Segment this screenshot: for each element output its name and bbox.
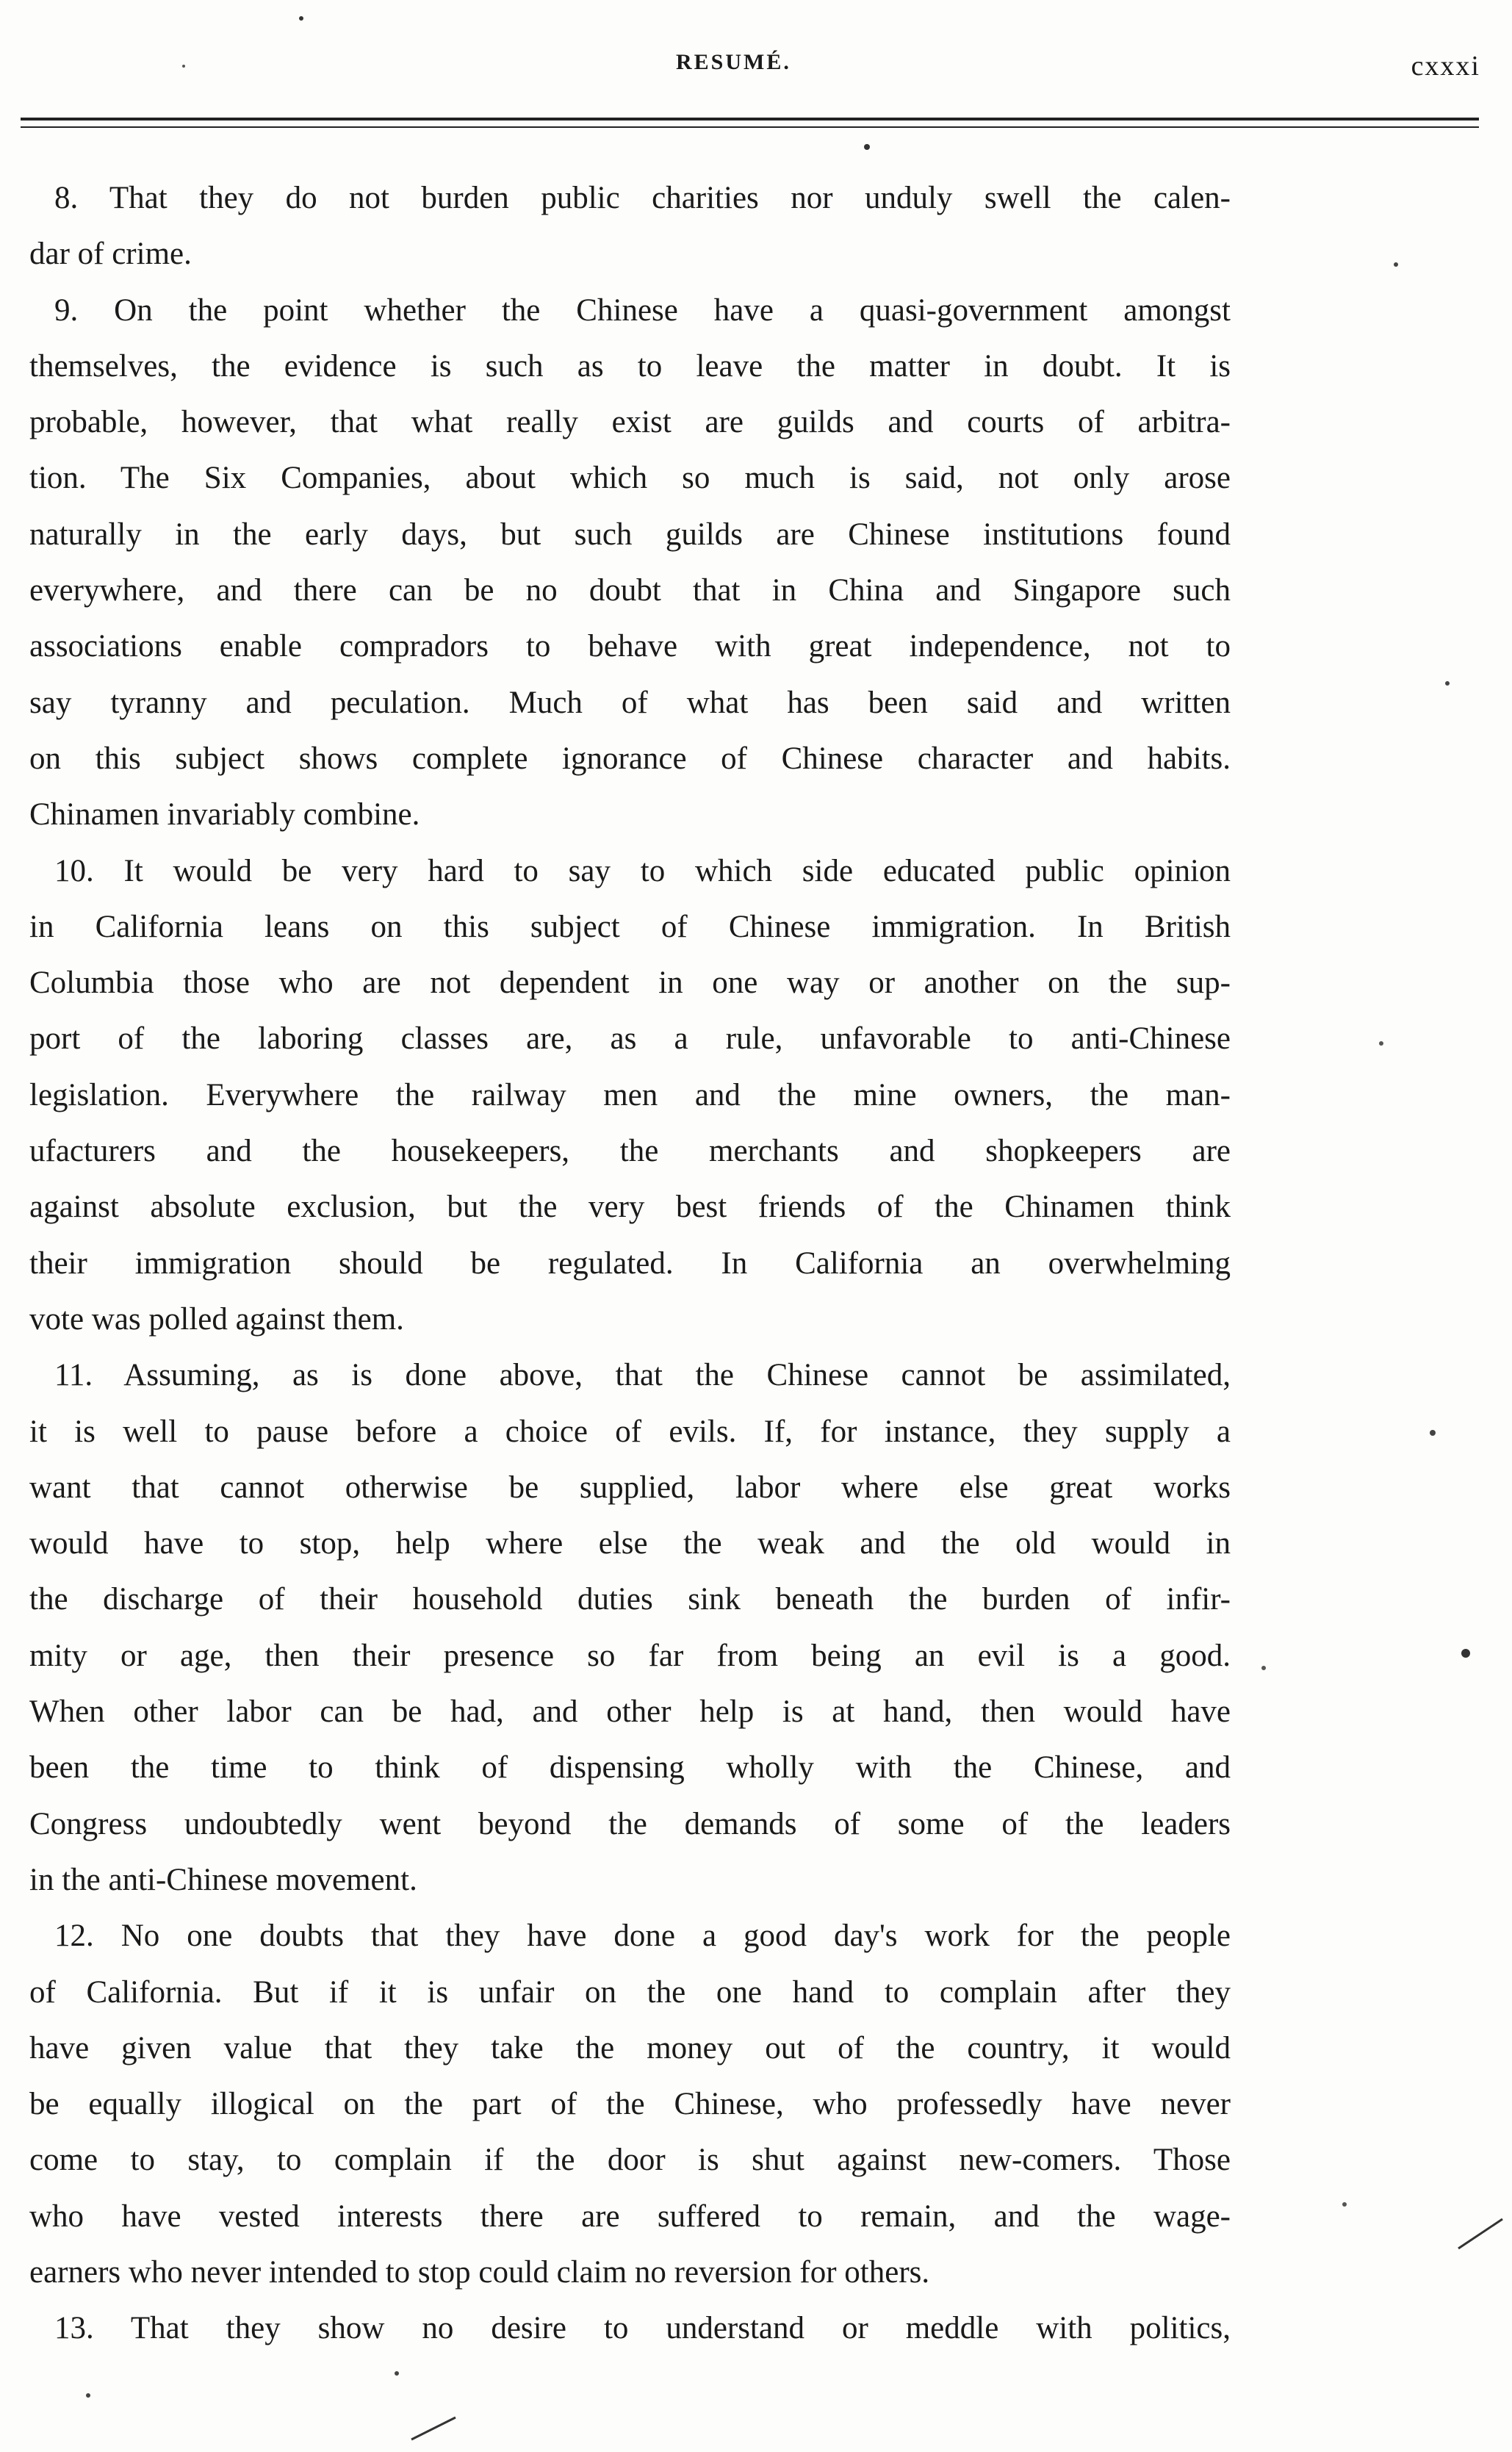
- text-line: themselves, the evidence is such as to leave the matter in doubt. It is: [29, 348, 1231, 384]
- text-line: it is well to pause before a choice of evils. If, for instance, they supply a: [29, 1414, 1231, 1449]
- text-line: been the time to think of dispensing wholly with the Chinese, and: [29, 1750, 1231, 1786]
- text-line: want that cannot otherwise be supplied, labor where else great works: [29, 1470, 1231, 1505]
- text-line: everywhere, and there can be no doubt that in China and Singapore such: [29, 573, 1231, 608]
- text-line: port of the laboring classes are, as a rule, unfavorable to anti-Chinese: [29, 1021, 1231, 1057]
- text-line: say tyranny and peculation. Much of what has been said and written: [29, 685, 1231, 720]
- text-line: 12. No one doubts that they have done a good day's work for the people: [54, 1919, 1231, 1954]
- text-line: who have vested interests there are suffered to remain, and the wage-: [29, 2198, 1231, 2234]
- text-line: Congress undoubtedly went beyond the demands of some of the leaders: [29, 1806, 1231, 1841]
- text-line: earners who never intended to stop could claim no reversion for others.: [29, 2254, 930, 2290]
- text-line: have given value that they take the money out of the country, it would: [29, 2030, 1231, 2065]
- text-line: on this subject shows complete ignorance of Chinese character and habits.: [29, 741, 1231, 776]
- text-line: in California leans on this subject of Chinese immigration. In British: [29, 909, 1231, 944]
- text-line: When other labor can be had, and other help is at hand, then would have: [29, 1694, 1231, 1730]
- text-line: come to stay, to complain if the door is shut against new-comers. Those: [29, 2143, 1231, 2178]
- text-line: 9. On the point whether the Chinese have a quasi-government amongst: [54, 292, 1231, 328]
- header-rule-thick: [21, 118, 1479, 121]
- text-line: Chinamen invariably combine.: [29, 797, 420, 833]
- text-line: naturally in the early days, but such guilds are Chinese institutions found: [29, 517, 1231, 552]
- text-line: ufacturers and the housekeepers, the merchants and shopkeepers are: [29, 1134, 1231, 1169]
- header-rule-thin: [21, 126, 1479, 128]
- text-line: vote was polled against them.: [29, 1301, 404, 1337]
- running-head: RESUMÉ.: [676, 50, 791, 74]
- text-line: their immigration should be regulated. In California an overwhelming: [29, 1245, 1231, 1281]
- text-line: would have to stop, help where else the weak and the old would in: [29, 1526, 1231, 1561]
- text-line: associations enable compradors to behave with great independence, not to: [29, 629, 1231, 664]
- text-line: Columbia those who are not dependent in one way or another on the sup-: [29, 966, 1231, 1001]
- text-line: against absolute exclusion, but the very best friends of the Chinamen think: [29, 1190, 1231, 1225]
- text-line: 13. That they show no desire to understand or meddle with politics,: [54, 2311, 1231, 2346]
- page-header: [29, 50, 1480, 94]
- text-line: the discharge of their household duties sink beneath the burden of infir-: [29, 1582, 1231, 1617]
- text-line: probable, however, that what really exist are guilds and courts of arbitra-: [29, 405, 1231, 440]
- text-line: 8. That they do not burden public charities nor unduly swell the calen-: [54, 181, 1231, 215]
- text-line: dar of crime.: [29, 237, 192, 272]
- page-number: cxxxi: [1411, 51, 1480, 82]
- body-text: [29, 170, 1231, 2357]
- text-line: in the anti-Chinese movement.: [29, 1862, 417, 1897]
- text-line: 10. It would be very hard to say to which side educated public opinion: [54, 853, 1231, 888]
- text-line: 11. Assuming, as is done above, that the Chinese cannot be assimilated,: [54, 1358, 1231, 1393]
- text-line: mity or age, then their presence so far from being an evil is a good.: [29, 1638, 1231, 1673]
- text-line: of California. But if it is unfair on the one hand to complain after they: [29, 1974, 1231, 2010]
- text-line: tion. The Six Companies, about which so much is said, not only arose: [29, 461, 1231, 496]
- text-line: legislation. Everywhere the railway men and the mine owners, the man-: [29, 1077, 1231, 1112]
- text-line: be equally illogical on the part of the Chinese, who professedly have never: [29, 2087, 1231, 2122]
